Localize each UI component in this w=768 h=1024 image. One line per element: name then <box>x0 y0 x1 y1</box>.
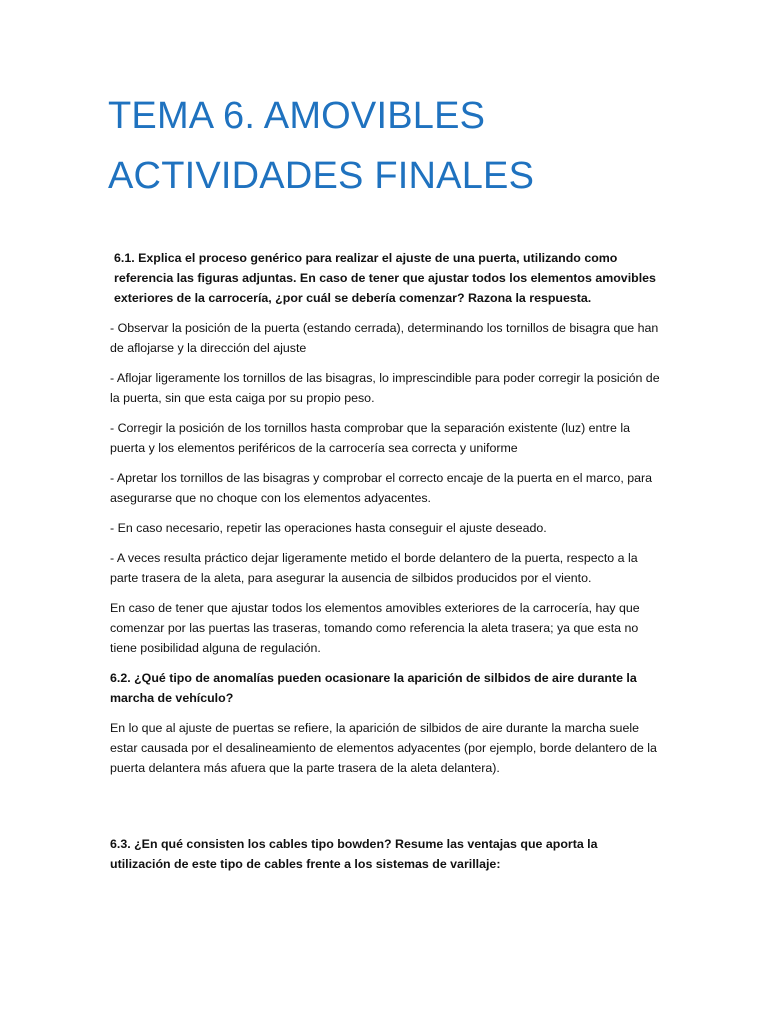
answer-step-4: - Apretar los tornillos de las bisagras y comprobar el correcto encaje de la puerta en el marco, para asegurarse que no choque con los elementos adyacentes. <box>110 471 653 505</box>
document-body <box>110 248 660 884</box>
document-title <box>108 86 668 206</box>
question-6-1: 6.1. Explica el proceso genérico para realizar el ajuste de una puerta, utilizando como referencia las figuras adjuntas. En caso de tener que ajustar todos los elementos amovibles exteriores de la carrocería, ¿por cuál se debería comenzar? Razona la respuesta. <box>114 251 656 305</box>
answer-6-2: En lo que al ajuste de puertas se refiere, la aparición de silbidos de aire durante la marcha suele estar causada por el desalineamiento de elementos adyacentes (por ejemplo, borde delantero de la puerta delantera más afuera que la parte trasera de la aleta delantera). <box>110 721 657 775</box>
answer-6-1-conclusion: En caso de tener que ajustar todos los elementos amovibles exteriores de la carrocería, hay que comenzar por las puertas las traseras, tomando como referencia la aleta trasera; ya que esta no tiene posibilidad alguna de regulación. <box>110 601 640 655</box>
answer-step-5: - En caso necesario, repetir las operaciones hasta conseguir el ajuste deseado. <box>110 521 547 535</box>
answer-step-3: - Corregir la posición de los tornillos hasta comprobar que la separación existente (luz) entre la puerta y los elementos periféricos de la carrocería sea correcta y uniforme <box>110 421 630 455</box>
title-line-1: TEMA 6. AMOVIBLES <box>108 95 486 137</box>
answer-step-1: - Observar la posición de la puerta (estando cerrada), determinando los tornillos de bisagra que han de aflojarse y la dirección del ajuste <box>110 321 659 355</box>
answer-step-6: - A veces resulta práctico dejar ligeramente metido el borde delantero de la puerta, respecto a la parte trasera de la aleta, para asegurar la ausencia de silbidos producidos por el viento. <box>110 551 638 585</box>
question-6-2: 6.2. ¿Qué tipo de anomalías pueden ocasionare la aparición de silbidos de aire durante la marcha de vehículo? <box>110 671 637 705</box>
question-6-3: 6.3. ¿En qué consisten los cables tipo bowden? Resume las ventajas que aporta la utilización de este tipo de cables frente a los sistemas de varillaje: <box>110 837 598 871</box>
answer-step-2: - Aflojar ligeramente los tornillos de las bisagras, lo imprescindible para poder corregir la posición de la puerta, sin que esta caiga por su propio peso. <box>110 371 660 405</box>
title-line-2: ACTIVIDADES FINALES <box>108 155 535 197</box>
